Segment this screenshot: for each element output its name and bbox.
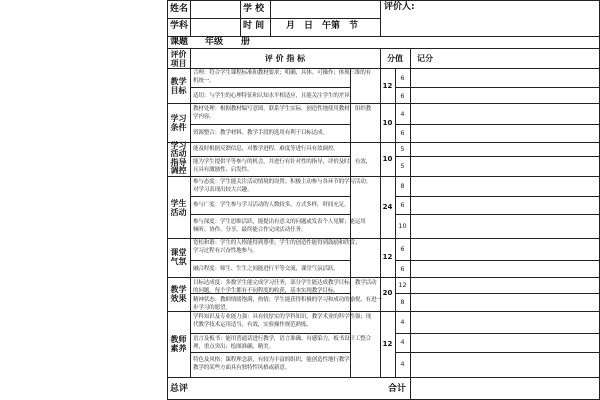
- evaluator-label: 评价人:: [384, 2, 415, 12]
- category-line: 条件: [170, 123, 187, 132]
- criterion-line: 合理：符合学生课程标准和教材要求；明确、具体、可操作；体现三维的有: [193, 70, 371, 76]
- category-line: 教学: [170, 77, 187, 86]
- vline-header-a: [240, 0, 241, 36]
- criterion-line: 参与深度：学生思维活跃，能提出有意义的问题或发表个人见解；能运用: [193, 219, 366, 225]
- criterion-line: 学科知识及专业能力强：具有较厚实的学科知识，教学术业的科学性强；现: [193, 314, 371, 320]
- category-subtotal: 20: [382, 289, 393, 297]
- rule-sub: [395, 260, 600, 261]
- category-line: 目标: [170, 86, 187, 95]
- category-line: 指导: [170, 157, 187, 167]
- category-subtotal: 24: [382, 203, 393, 211]
- criterion-line: 特色及风格：课程理念新，有较为丰富的组织，能创造性地行教学，: [193, 357, 355, 363]
- criterion-score: 8: [400, 298, 405, 306]
- category-line: 学习: [170, 114, 187, 123]
- rule-sub: [190, 214, 350, 215]
- rule-sub: [395, 87, 600, 88]
- criterion-line: 融合程度：师生、生生之间能进行平等交流，课堂气氛活跃。: [193, 266, 339, 272]
- criterion-score: 10: [398, 222, 407, 230]
- criterion-text: [193, 297, 382, 312]
- category-subtotal: 10: [382, 119, 393, 127]
- rule-sub: [190, 352, 350, 353]
- category-line: 活动: [170, 208, 187, 217]
- col-item-line: 项目: [170, 59, 187, 68]
- criterion-score: 4: [400, 318, 405, 326]
- criterion-line: 宽松和谐：学生的人格能得到尊重；学生的创造性能得到鼓励和欣赏；: [193, 240, 361, 246]
- rule-sub: [395, 293, 600, 294]
- rule-sub: [190, 124, 350, 125]
- category-line: 课堂: [170, 248, 187, 257]
- rule-sub: [395, 124, 600, 125]
- date-label: 月 日 午第 节: [286, 21, 359, 31]
- criterion-score: 4: [400, 360, 405, 368]
- topic-label: 课题: [170, 37, 189, 47]
- col-item-line: 评价: [170, 50, 187, 59]
- category-line: 学习: [170, 141, 187, 150]
- criterion-score: 6: [400, 201, 405, 209]
- criterion-line: 理，重点突出；绘图准确，精美。: [193, 343, 274, 350]
- criterion-line: 能为学生提供平等参与的机会，并进行有针对性的指导，评价及时、有效，: [193, 159, 371, 165]
- criterion-score: 6: [400, 74, 405, 82]
- vline-item: [190, 48, 191, 377]
- col-item-heading: [167, 50, 190, 68]
- criterion-text: [193, 280, 376, 295]
- category-line: 活动: [170, 149, 187, 159]
- criterion-score: 6: [400, 265, 405, 273]
- rule-sub: [190, 333, 350, 334]
- col-score-heading: 分值: [387, 54, 403, 63]
- criterion-line: 资源整合：教学材料、教学手段的选用有利于目标达成。: [193, 130, 328, 136]
- rule-cat-5: [167, 277, 600, 278]
- criterion-text: [193, 240, 360, 255]
- rule-cat-3: [167, 176, 600, 177]
- col-indicator-heading: 评 价 指 标: [264, 54, 306, 63]
- col-points-heading: 记分: [417, 54, 433, 63]
- rule-cat-4: [167, 238, 600, 239]
- criterion-text: [193, 106, 371, 121]
- category-label: [167, 285, 190, 303]
- rule-header-1: [167, 18, 380, 19]
- criterion-line: 教学的某些方面具有独特性风格或新意。: [193, 364, 291, 371]
- category-label: [167, 335, 190, 353]
- rule-sub: [395, 333, 600, 334]
- category-line: 学生: [170, 199, 187, 208]
- criterion-line: 教材处理：根据教材编写意图，联系学生实际，创造性地使用教材，组织教: [193, 106, 371, 112]
- vline-subtotal: [380, 68, 381, 377]
- criterion-line: 的问题，每个学生都有不同程度的收获，基本实现教学目标。: [193, 287, 339, 294]
- category-line: 调控: [170, 166, 187, 176]
- criterion-line: 参与态度：学生能关注活动情境的设置；积极主动参与各环节的学习活动；: [193, 179, 371, 185]
- criterion-line: 能及时根据反馈信息，对教学进程、难度等进行具有效调控。: [193, 146, 339, 152]
- overall-label: 总评: [170, 384, 189, 394]
- criterion-score: 5: [400, 145, 405, 153]
- criterion-text: [193, 70, 371, 85]
- criterion-text: [193, 202, 349, 210]
- criterion-text: [193, 219, 366, 234]
- category-line: 气氛: [170, 257, 187, 266]
- criterion-text: [193, 336, 371, 351]
- school-label: 学 校: [243, 4, 265, 14]
- category-label: [167, 199, 190, 217]
- total-label: 合计: [388, 384, 407, 394]
- grade-book-label: 年级 册: [205, 37, 251, 47]
- category-subtotal: 10: [382, 155, 393, 163]
- rule-sub: [190, 260, 350, 261]
- criterion-score: 4: [400, 338, 405, 346]
- criterion-score: 6: [400, 129, 405, 137]
- rule-cat-1: [167, 103, 600, 104]
- category-subtotal: 12: [382, 253, 393, 261]
- vline-points: [410, 48, 411, 377]
- criterion-line: 适切：与学生的心理特征和认知水平相适应，且能关注学生的差异。: [193, 93, 355, 99]
- criterion-text: [193, 314, 371, 329]
- criterion-score: 6: [400, 92, 405, 100]
- criterion-text: [193, 179, 371, 194]
- category-label: [167, 142, 190, 176]
- criterion-score: 4: [400, 110, 405, 118]
- rule-sub: [395, 196, 600, 197]
- criterion-score: 6: [400, 245, 405, 253]
- category-label: [167, 114, 190, 132]
- criterion-line: 且具有激励性、启发性。: [193, 166, 253, 173]
- criterion-line: 目标达成度：多数学生能完成学习任务，部分学生能达成教学目标，教学活动: [193, 280, 377, 286]
- category-line: 教学: [170, 285, 187, 294]
- criterion-line: 机统一。: [193, 77, 215, 84]
- rule-sub: [395, 352, 600, 353]
- category-label: [167, 77, 190, 95]
- criterion-line: 代教学技术运用适当，有效，实验操作规范熟练。: [193, 321, 312, 328]
- criterion-line: 学习过程有兴奋性地参与。: [193, 247, 258, 254]
- vline-score: [380, 0, 381, 36]
- rule-sub: [190, 156, 350, 157]
- category-line: 教师: [170, 335, 187, 344]
- criterion-line: 步学习的愿望。: [193, 304, 231, 311]
- category-subtotal: 12: [382, 340, 393, 348]
- subject-label: 学科: [170, 21, 189, 31]
- name-label: 姓名: [170, 4, 189, 14]
- criterion-text: [193, 357, 355, 372]
- criterion-line: 语言及板书：能用普通话进行教学，语言准确、有感染力，板书设计工整合: [193, 336, 371, 342]
- criterion-line: 学内容。: [193, 113, 215, 120]
- category-line: 效果: [170, 294, 187, 303]
- rule-sub: [190, 196, 350, 197]
- criterion-score: 5: [400, 162, 405, 170]
- criterion-line: 倾听、协作、分享，最终能合作完成活动任务。: [193, 226, 307, 233]
- criterion-line: 精神状态：教师情绪饱满，热情；学生能获得积极的学习和成功的愉悦，有进一: [193, 297, 382, 303]
- criterion-line: 对学习表现出较大兴趣。: [193, 186, 253, 193]
- rule-cat-2: [167, 142, 600, 143]
- rule-colhead: [167, 68, 600, 69]
- criterion-text: [193, 146, 339, 154]
- criterion-text: [193, 93, 355, 101]
- rule-cat-7: [167, 377, 600, 378]
- border-top: [167, 0, 600, 1]
- rule-sub: [395, 214, 600, 215]
- criterion-line: 参与广度：学生参与学习活动的人数较多，方式多样，时间充足。: [193, 202, 350, 208]
- time-label: 时 间: [243, 21, 265, 31]
- criterion-score: 12: [398, 281, 407, 289]
- criterion-text: [193, 159, 371, 174]
- criterion-text: [193, 266, 339, 274]
- rule-sub: [395, 156, 600, 157]
- category-line: 素养: [170, 344, 187, 353]
- rule-sub: [190, 87, 350, 88]
- rule-header-3: [167, 48, 600, 49]
- category-subtotal: 12: [382, 82, 393, 90]
- criterion-score: 8: [400, 182, 405, 190]
- vline-item: [190, 0, 191, 36]
- criterion-text: [193, 130, 328, 138]
- category-label: [167, 248, 190, 266]
- vline-header-b: [270, 0, 271, 36]
- vline-total: [410, 377, 411, 400]
